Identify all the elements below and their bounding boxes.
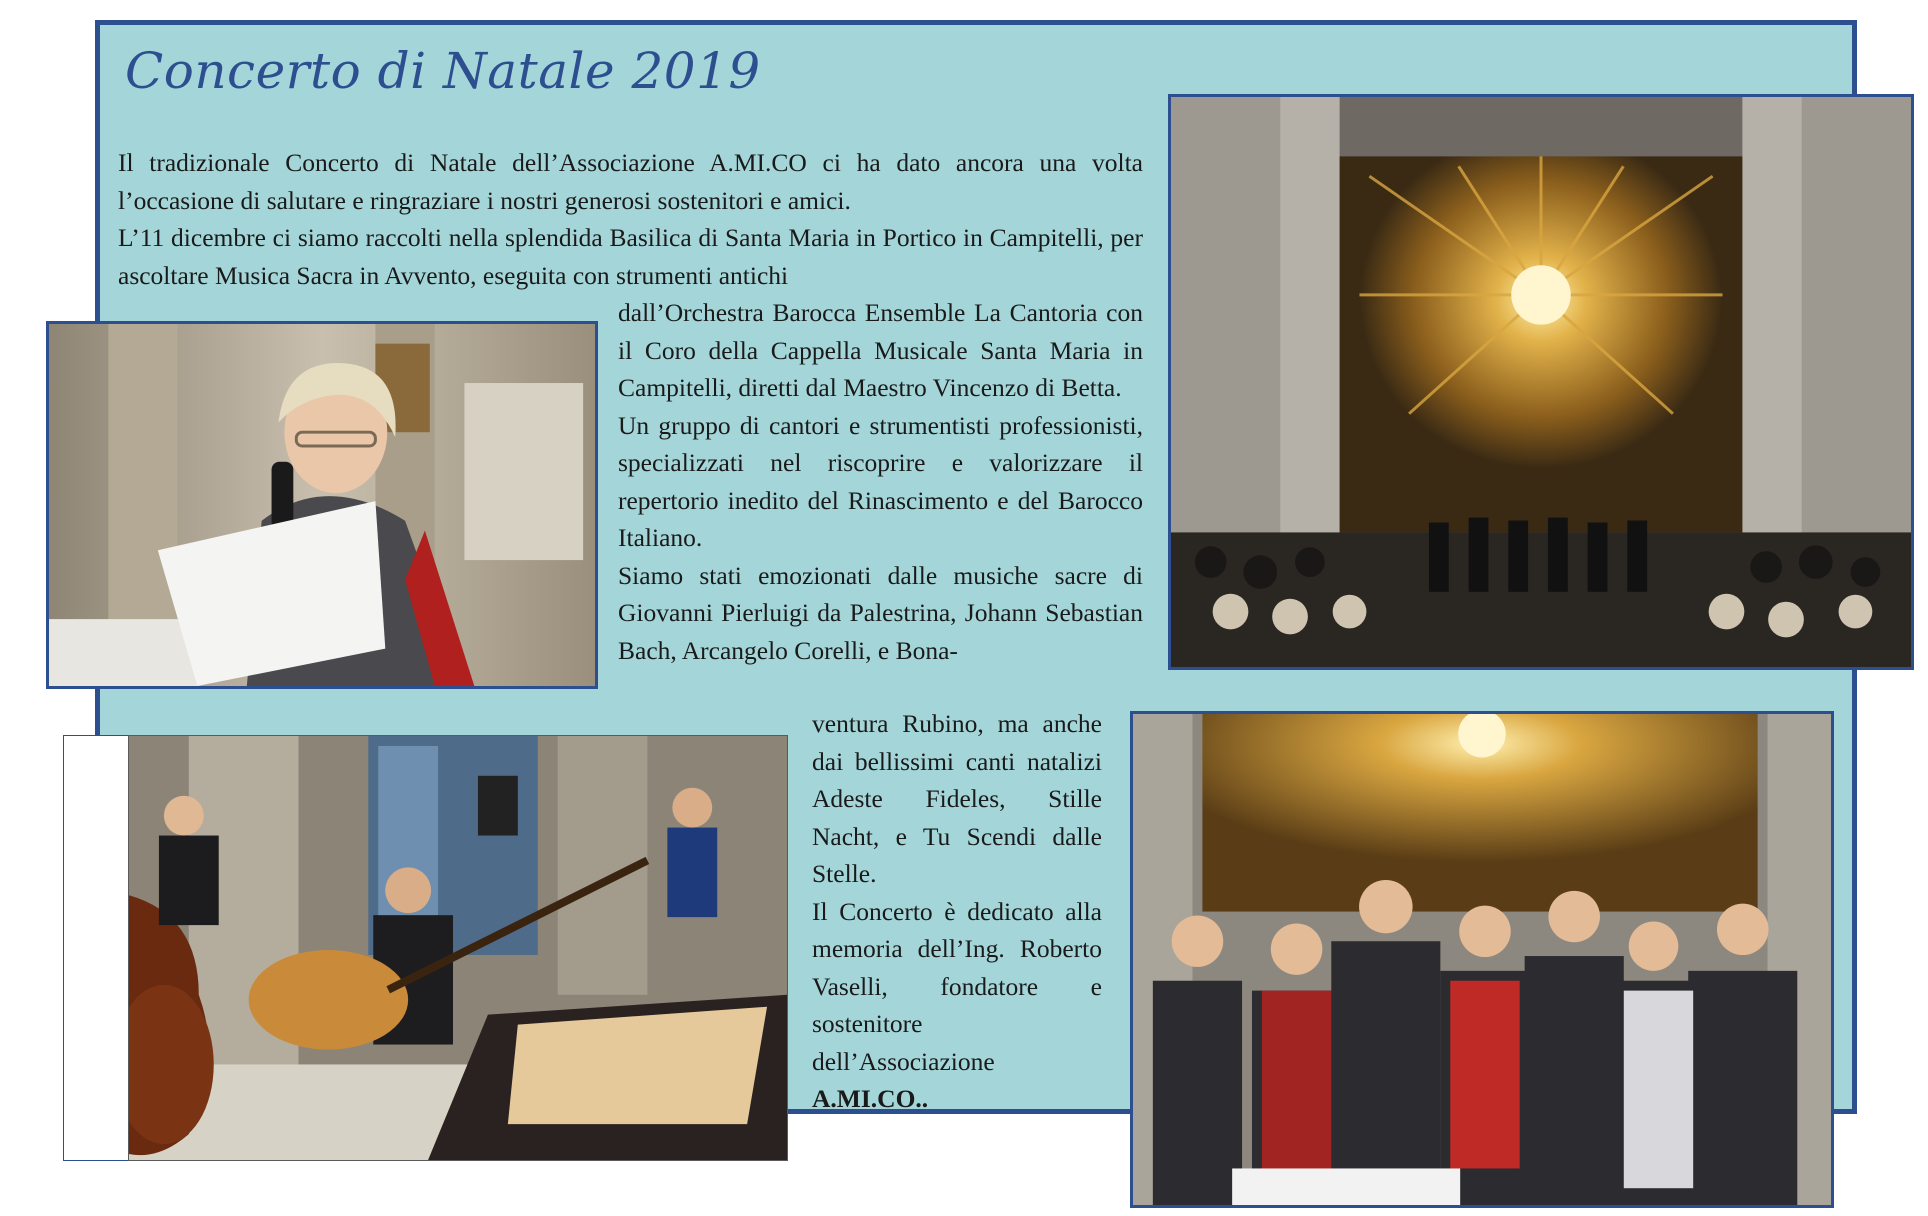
paragraph-dedication <box>812 893 1102 1118</box>
photo-frame-outline <box>63 735 129 1161</box>
dedication-text: Il Concerto è dedicato alla memoria dell’Ing. Roberto Vaselli, fondatore e sostenitore dell’Associazione <box>812 896 1102 1076</box>
paragraph-music-continued: ventura Rubino, ma anche dai bellissimi canti natalizi Adeste Fideles, Stille Nacht, e Tu Scendi dalle Stelle. <box>812 709 1102 888</box>
paragraph-music: Siamo stati emozionati dalle musiche sacre di Giovanni Pierluigi da Palestrina, Johann Sebastian Bach, Arcangelo Corelli, e Bona- <box>618 560 1143 665</box>
association-name: A.MI.CO.. <box>812 1084 929 1113</box>
article-text-middle <box>618 294 1143 669</box>
article-text-top <box>118 144 1143 294</box>
altar-photo <box>1168 94 1914 670</box>
speaker-photo <box>46 321 598 689</box>
musicians-photo <box>128 735 788 1161</box>
paragraph-venue-continued: dall’Orchestra Barocca Ensemble La Cantoria con il Coro della Cappella Musicale Santa Maria in Campitelli, diretti dal Maestro Vincenzo di Betta. <box>618 298 1143 402</box>
paragraph-intro: Il tradizionale Concerto di Natale dell’Associazione A.MI.CO ci ha dato ancora una volta l’occasione di salutare e ringraziare i nostri generosi sostenitori e amici. <box>118 148 1143 215</box>
paragraph-venue: L’11 dicembre ci siamo raccolti nella splendida Basilica di Santa Maria in Portico in Campitelli, per ascoltare Musica Sacra in Avvento, eseguita con strumenti antichi <box>118 223 1143 290</box>
group-photo <box>1130 711 1834 1208</box>
page-title: Concerto di Natale 2019 <box>125 42 761 100</box>
article-text-bottom <box>812 705 1102 1118</box>
paragraph-ensemble: Un gruppo di cantori e strumentisti professionisti, specializzati nel riscoprire e valorizzare il repertorio inedito del Rinascimento e del Barocco Italiano. <box>618 410 1143 552</box>
